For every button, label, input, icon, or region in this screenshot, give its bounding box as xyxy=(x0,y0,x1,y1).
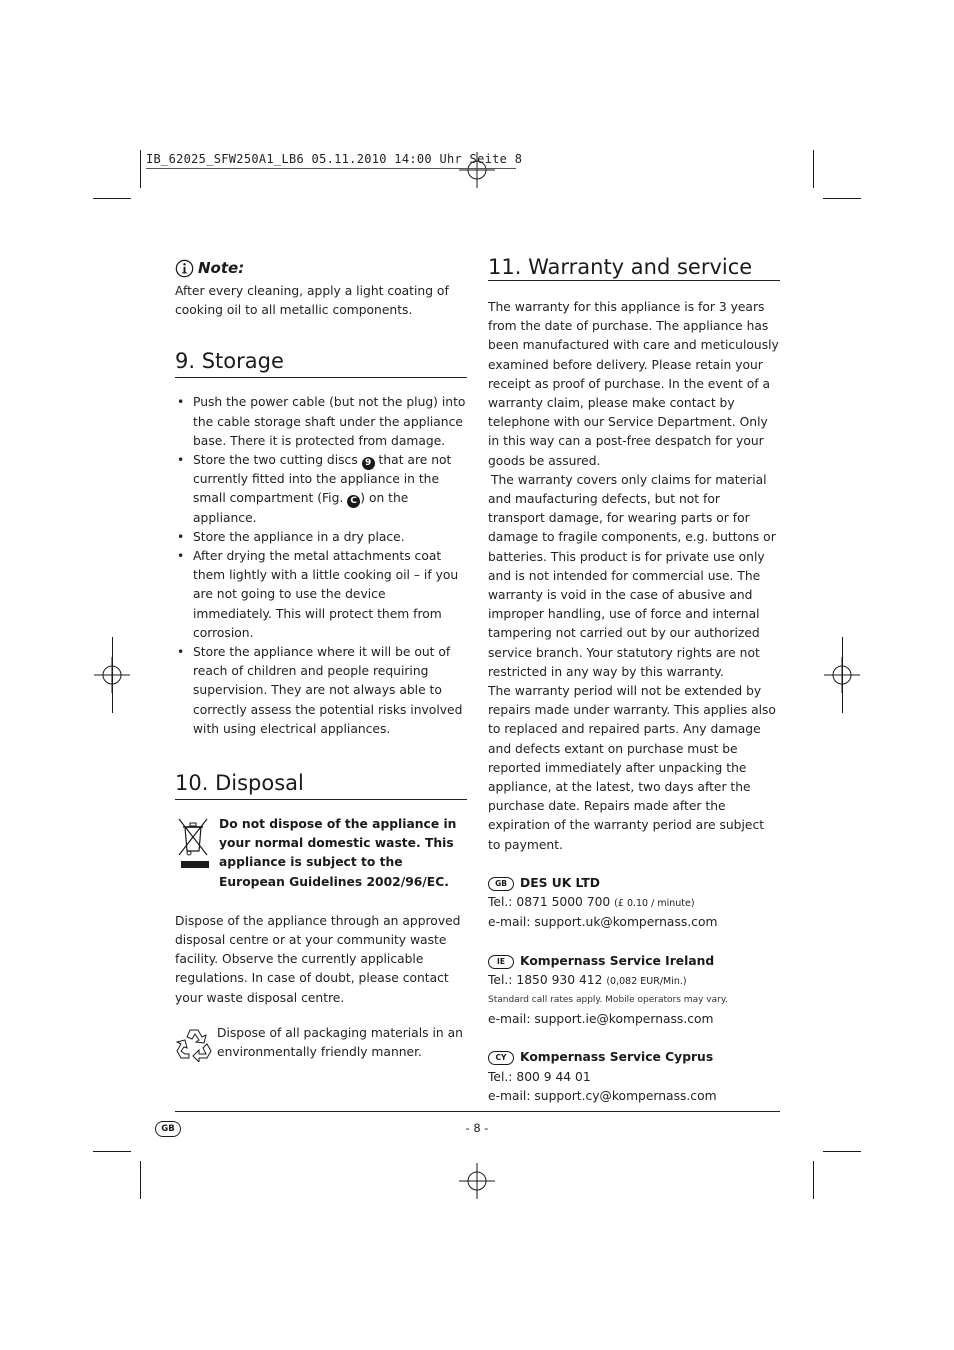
country-badge: IE xyxy=(488,955,514,969)
list-item: • Store the appliance in a dry place. xyxy=(175,528,467,547)
packaging-text: Dispose of all packaging materials in an environmentally friendly manner. xyxy=(217,1025,463,1060)
contact-email: e-mail: support.cy@kompernass.com xyxy=(488,1088,717,1103)
section-heading-warranty: 11. Warranty and service xyxy=(488,256,780,281)
note-title: Note: xyxy=(198,259,245,277)
contact-block xyxy=(488,874,780,933)
print-header: IB_62025_SFW250A1_LB6 05.11.2010 14:00 Uhr Seite 8 xyxy=(146,152,523,166)
list-item: • After drying the metal attachments coat them lightly with a little cooking oil – if you are not going to use the device immediately. This will protect them from corrosion. xyxy=(175,547,467,643)
contact-email: e-mail: support.ie@kompernass.com xyxy=(488,1012,714,1027)
contact-name: DES UK LTD xyxy=(520,875,600,890)
recycling-icon xyxy=(175,1024,213,1062)
section-heading-storage: 9. Storage xyxy=(175,347,467,378)
contact-note: Standard call rates apply. Mobile operators may vary. xyxy=(488,994,728,1005)
header-rule xyxy=(146,168,516,169)
crop-mark xyxy=(140,1161,141,1199)
crop-mark xyxy=(93,1151,131,1152)
footer-rule xyxy=(175,1111,780,1112)
contact-tel: Tel.: 1850 930 412 xyxy=(488,972,603,987)
section-heading-disposal: 10. Disposal xyxy=(175,769,467,800)
disposal-text: Dispose of the appliance through an approved disposal centre or at your community waste facility. Observe the currently applicable regulations. In case of doubt, please contact your waste disposal centre. xyxy=(175,913,461,1005)
weee-warning-text: Do not dispose of the appliance in your normal domestic waste. This appliance is subject to the European Guidelines 2002/96/EC. xyxy=(219,817,457,889)
note-heading xyxy=(175,256,467,280)
crop-mark xyxy=(823,1151,861,1152)
packaging-note xyxy=(175,1024,467,1062)
contact-block xyxy=(488,1048,780,1106)
page-number: - 8 - xyxy=(465,1121,489,1135)
crop-mark xyxy=(842,637,843,713)
warranty-paragraph: The warranty for this appliance is for 3 years from the date of purchase. The appliance has been manufactured with care and meticulously examined before delivery. Please retain your receipt as proof of purchase. In the event of a warranty claim, please make contact by telephone with our Service Department. Only in this way can a post-free despatch for your goods be assured. xyxy=(488,300,779,468)
weee-warning xyxy=(175,815,467,892)
contact-rate: (0,082 EUR/Min.) xyxy=(606,975,687,987)
contact-email: e-mail: support.uk@kompernass.com xyxy=(488,915,718,930)
registration-mark-icon xyxy=(459,1163,495,1199)
warranty-paragraph: The warranty covers only claims for material and maufacturing defects, but not for transport damage, for wearing parts or for damage to fragile components, e.g. buttons or batteries. This product is for private use only and is not intended for commercial use. The warranty is void in the case of abusive and improper handling, use of force and internal tampering not carried out by our authorized service branch. Your statutory rights are not restricted in any way by this warranty. xyxy=(488,472,776,679)
language-badge: GB xyxy=(155,1121,181,1137)
country-badge: GB xyxy=(488,877,514,891)
contact-tel: Tel.: 0871 5000 700 xyxy=(488,895,611,910)
crop-mark xyxy=(813,1161,814,1199)
list-item: • Push the power cable (but not the plug) into the cable storage shaft under the appliance base. There it is protected from damage. xyxy=(175,393,467,451)
contact-name: Kompernass Service Ireland xyxy=(520,953,715,968)
list-item: • Store the appliance where it will be out of reach of children and people requiring supervision. They are not always able to correctly assess the potential risks involved with using electrical appliances. xyxy=(175,643,467,739)
country-badge: CY xyxy=(488,1051,514,1065)
warranty-paragraph: The warranty period will not be extended by repairs made under warranty. This applies also to replaced and repaired parts. Any damage and defects extant on purchase must be reported immediately after unpacking the appliance, at the latest, two days after the purchase date. Repairs made after the expiration of the warranty period are subject to payment. xyxy=(488,684,776,852)
part-number-badge: 9 xyxy=(362,457,375,470)
note-text: After every cleaning, apply a light coating of cooking oil to all metallic components. xyxy=(175,284,449,318)
list-item: • Store the two cutting discs 9 that are not currently fitted into the appliance in the small compartment (Fig. C ) on the appliance. xyxy=(175,451,467,528)
crossed-out-bin-icon xyxy=(175,815,211,871)
storage-list xyxy=(175,393,467,739)
contact-block xyxy=(488,952,780,1030)
contact-name: Kompernass Service Cyprus xyxy=(520,1050,714,1065)
right-column xyxy=(488,256,780,1106)
crop-mark xyxy=(823,198,861,199)
contact-rate: (£ 0.10 / minute) xyxy=(614,898,695,910)
info-icon xyxy=(175,259,194,278)
contact-tel: Tel.: 800 9 44 01 xyxy=(488,1069,591,1084)
crop-mark xyxy=(112,637,113,713)
crop-mark xyxy=(140,150,141,188)
figure-badge: C xyxy=(347,495,360,508)
left-column xyxy=(175,256,467,1062)
crop-mark xyxy=(93,198,131,199)
crop-mark xyxy=(813,150,814,188)
